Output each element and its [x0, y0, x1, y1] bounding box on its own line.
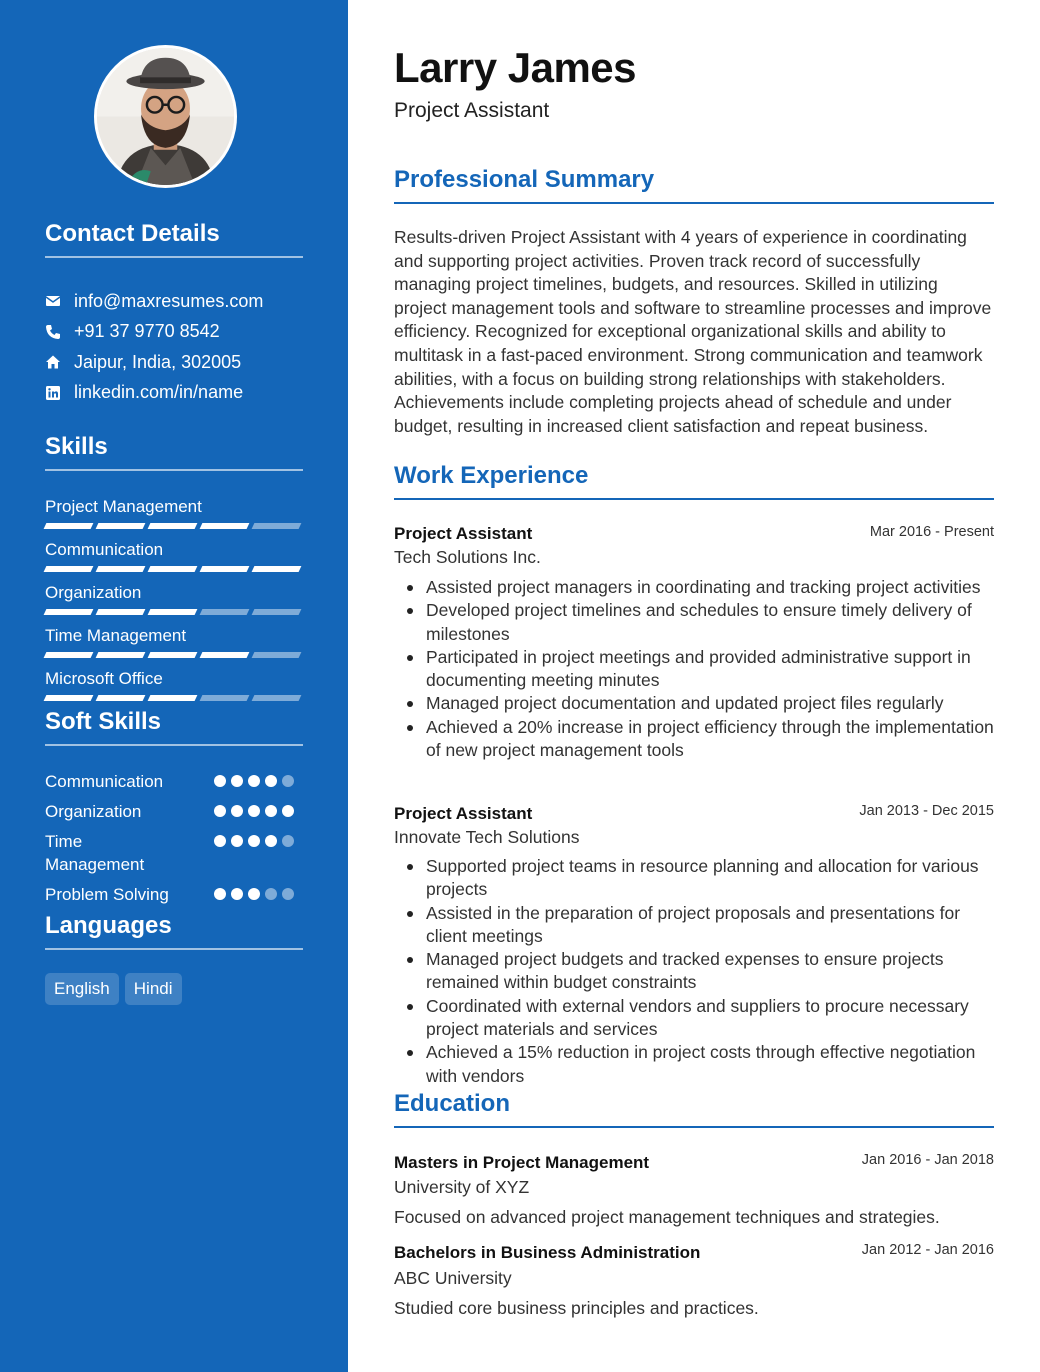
soft-skill-rating [214, 888, 294, 900]
contact-linkedin[interactable] [45, 378, 305, 409]
skill-level-segment [252, 609, 302, 615]
language-chip: English [45, 973, 119, 1005]
skill-name: Project Management [45, 497, 202, 516]
soft-skill-name: Problem Solving [45, 885, 169, 904]
soft-skill-rating [214, 805, 294, 817]
edu-degree: Masters in Project Management [394, 1153, 650, 1172]
list-item: Managed project documentation and updated project files regularly [394, 692, 994, 715]
rating-dot [282, 775, 294, 787]
list-item: Managed project budgets and tracked expenses to ensure projects remained within budget constraints [394, 948, 994, 995]
skill-level-segment [252, 523, 302, 529]
skill-name: Microsoft Office [45, 669, 163, 688]
job-date: Jan 2013 - Dec 2015 [859, 803, 994, 819]
candidate-role: Project Assistant [394, 99, 550, 122]
job-bullets [394, 576, 994, 762]
list-item: Supported project teams in resource planning and allocation for various projects [394, 855, 994, 902]
skill-level-segment [44, 566, 94, 572]
soft-skill-name: Time Management [45, 832, 145, 874]
soft-skill-rating [214, 775, 294, 787]
edu-date: Jan 2016 - Jan 2018 [861, 1152, 994, 1168]
rating-dot [231, 835, 243, 847]
edu-description: Focused on advanced project management techniques and strategies. [394, 1207, 940, 1227]
rating-dot [248, 805, 260, 817]
list-item: Participated in project meetings and provided administrative support in documenting meeting minutes [394, 646, 994, 693]
contact-email-text: info@maxresumes.com [74, 290, 264, 311]
rating-dot [282, 835, 294, 847]
skill-level-segment [96, 566, 146, 572]
skill-level-segment [200, 652, 250, 658]
skills-heading: Skills [45, 433, 303, 471]
skill-level-segment [252, 652, 302, 658]
rating-dot [265, 835, 277, 847]
skill-level-segment [44, 609, 94, 615]
job-title: Project Assistant [394, 524, 533, 543]
skill-level-segment [252, 695, 302, 701]
contact-linkedin-text: linkedin.com/in/name [74, 382, 244, 403]
rating-dot [265, 888, 277, 900]
rating-dot [214, 775, 226, 787]
list-item: Coordinated with external vendors and suppliers to procure necessary project materials and services [394, 995, 994, 1042]
summary-heading: Professional Summary [394, 166, 994, 204]
edu-school: ABC University [394, 1268, 512, 1288]
skill-level-segment [148, 566, 198, 572]
list-item: Achieved a 20% increase in project efficiency through the implementation of new project management tools [394, 716, 994, 763]
job-company: Tech Solutions Inc. [394, 547, 541, 567]
language-chip: Hindi [125, 973, 182, 1005]
summary-text: Results-driven Project Assistant with 4 years of experience in coordinating and supporting project activities. Proven track record of successfully managing project timelines, budgets, and resources. Skilled in utilizing project management tools and software to streamline processes and improve efficiency. Recognized for exceptional organizational skills and ability to multitask in a fast-paced environment. Strong communication and teamwork abilities, with a focus on building strong relationships with stakeholders. Achievements include completing projects ahead of schedule and under budget, resulting in increased client satisfaction and repeat business. [394, 227, 992, 436]
skill-level-segment [96, 695, 146, 701]
skill-level-bar [45, 609, 303, 615]
skill-level-bar [45, 566, 303, 572]
job-date: Mar 2016 - Present [869, 524, 994, 540]
language-list [45, 973, 182, 1005]
contact-phone-text: +91 37 9770 8542 [74, 321, 220, 342]
skill-item [45, 582, 303, 615]
contact-email[interactable] [45, 286, 305, 317]
skill-level-segment [148, 609, 198, 615]
skill-level-segment [96, 652, 146, 658]
skill-item [45, 539, 303, 572]
rating-dot [214, 835, 226, 847]
skill-name: Time Management [45, 626, 187, 645]
soft-skill-name: Communication [45, 772, 164, 791]
skill-level-segment [200, 695, 250, 701]
rating-dot [265, 805, 277, 817]
skill-item [45, 625, 303, 658]
rating-dot [231, 775, 243, 787]
home-icon [45, 354, 61, 370]
person-avatar-icon [97, 48, 234, 185]
avatar [94, 45, 237, 188]
soft-skill-name: Organization [45, 802, 142, 821]
skill-level-segment [200, 566, 250, 572]
job-company: Innovate Tech Solutions [394, 827, 580, 847]
rating-dot [248, 775, 260, 787]
rating-dot [248, 888, 260, 900]
rating-dot [214, 888, 226, 900]
list-item: Assisted in the preparation of project proposals and presentations for client meetings [394, 902, 994, 949]
linkedin-icon [45, 385, 61, 401]
rating-dot [214, 805, 226, 817]
contact-address [45, 347, 305, 378]
soft-skill-rating [214, 835, 294, 847]
skill-level-segment [44, 523, 94, 529]
contact-address-text: Jaipur, India, 302005 [74, 351, 242, 372]
list-item: Achieved a 15% reduction in project costs through effective negotiation with vendors [394, 1041, 994, 1088]
list-item: Assisted project managers in coordinating and tracking project activities [394, 576, 994, 599]
contact-list [45, 286, 305, 408]
skill-item [45, 668, 303, 701]
rating-dot [248, 835, 260, 847]
languages-heading: Languages [45, 912, 303, 950]
skill-level-segment [200, 523, 250, 529]
skill-level-segment [96, 523, 146, 529]
contact-phone[interactable] [45, 317, 305, 348]
skill-level-segment [96, 609, 146, 615]
skill-level-bar [45, 523, 303, 529]
experience-heading: Work Experience [394, 462, 994, 500]
edu-degree: Bachelors in Business Administration [394, 1243, 701, 1262]
rating-dot [265, 775, 277, 787]
job-bullets [394, 855, 994, 1088]
skill-level-segment [252, 566, 302, 572]
education-heading: Education [394, 1090, 994, 1128]
rating-dot [282, 888, 294, 900]
edu-description: Studied core business principles and practices. [394, 1298, 759, 1318]
skill-level-bar [45, 652, 303, 658]
skill-level-segment [44, 652, 94, 658]
soft-skills-heading: Soft Skills [45, 708, 303, 746]
envelope-icon [45, 293, 61, 309]
rating-dot [282, 805, 294, 817]
skill-level-segment [148, 652, 198, 658]
edu-school: University of XYZ [394, 1177, 530, 1197]
skill-name: Organization [45, 583, 142, 602]
job-title: Project Assistant [394, 804, 533, 823]
skill-name: Communication [45, 540, 164, 559]
phone-icon [45, 324, 61, 340]
list-item: Developed project timelines and schedules to ensure timely delivery of milestones [394, 599, 994, 646]
skill-level-segment [148, 695, 198, 701]
skill-level-segment [200, 609, 250, 615]
rating-dot [231, 888, 243, 900]
edu-date: Jan 2012 - Jan 2016 [861, 1242, 994, 1258]
candidate-name: Larry James [394, 44, 637, 91]
contact-heading: Contact Details [45, 220, 303, 258]
sidebar [0, 0, 348, 1372]
rating-dot [231, 805, 243, 817]
skill-level-segment [44, 695, 94, 701]
skill-level-segment [148, 523, 198, 529]
skill-level-bar [45, 695, 303, 701]
skill-item [45, 496, 303, 529]
